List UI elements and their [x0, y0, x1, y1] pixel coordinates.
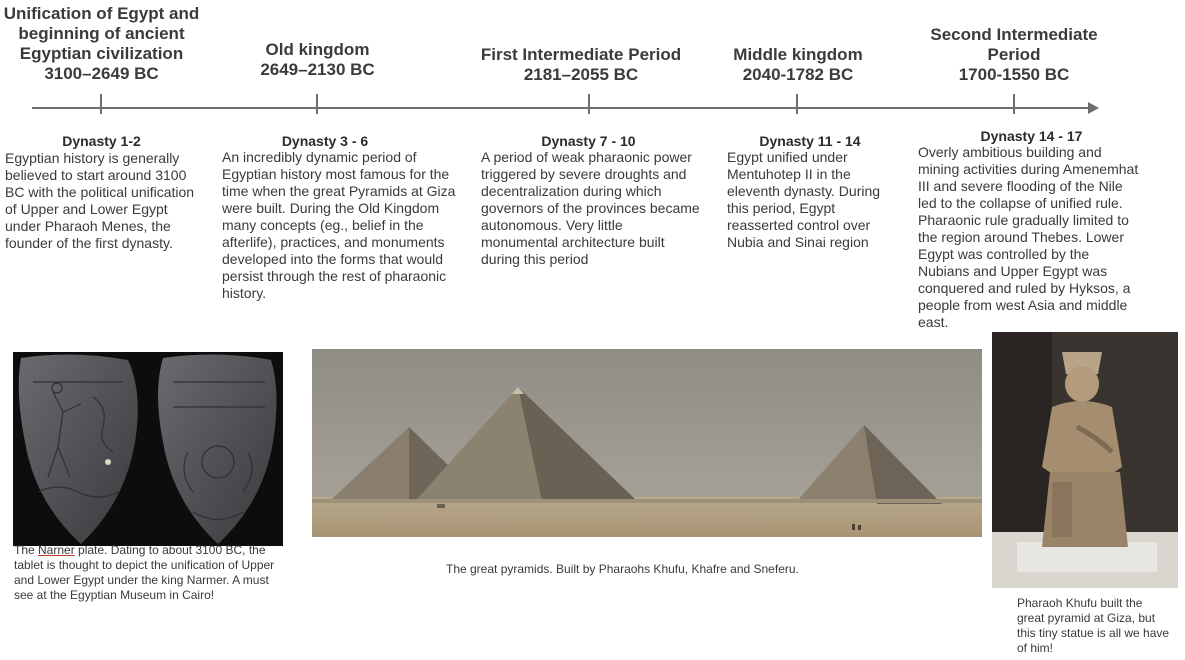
narmer-caption-word: Narner [38, 543, 75, 557]
era-name: First Intermediate Period [480, 45, 682, 64]
era-name: Second Intermediate Period [930, 25, 1098, 64]
narmer-palette-illustration [13, 352, 283, 546]
dynasty-title: Dynasty 11 - 14 [759, 133, 861, 149]
era-heading-unification [0, 4, 203, 84]
pyramids-photo [312, 349, 982, 537]
era-heading-first-intermediate [462, 45, 700, 85]
era-heading-middle-kingdom [715, 45, 881, 85]
dynasty-description: A period of weak pharaonic power triggered by severe droughts and decentralization during which governors of the provinces became autonomous. Very little monumental architecture built during this period [481, 149, 700, 267]
era-heading-second-intermediate [918, 25, 1110, 85]
pyramids-caption: The great pyramids. Built by Pharaohs Khufu, Khafre and Sneferu. [446, 562, 799, 576]
dynasty-description: Egyptian history is generally believed to start around 3100 BC with the political unification of Upper and Lower Egypt under Pharaoh Menes, the founder of the first dynasty. [5, 150, 195, 251]
timeline-axis [32, 107, 1090, 109]
narmer-caption-rest: plate. Dating to about 3100 BC, the tablet is thought to depict the unification of Upper and Lower Egypt under the king Narmer. A must see at the Egyptian Museum in Cairo! [14, 543, 275, 602]
dynasty-description: Overly ambitious building and mining activities during Amenemhat III and severe flooding of the Nile led to the collapse of unified rule. Pharaonic rule gradually limited to the region around Thebes. Lower Egypt was controlled by the Nubians and Upper Egypt was conquered and ruled by Hyksos, a people from west Asia and middle east. [918, 144, 1139, 330]
era-dates: 2649–2130 BC [260, 60, 375, 79]
era-dates: 3100–2649 BC [44, 64, 159, 83]
timeline-tick [316, 94, 318, 114]
dynasty-title: Dynasty 14 - 17 [980, 128, 1083, 144]
era-dates: 2040-1782 BC [742, 65, 854, 84]
dynasty-title: Dynasty 7 - 10 [541, 133, 636, 149]
era-name: Old kingdom [265, 40, 370, 59]
era-name: Unification of Egypt and beginning of ancient Egyptian civilization [3, 4, 200, 63]
timeline-arrow-head [1088, 102, 1099, 114]
khufu-caption: Pharaoh Khufu built the great pyramid at Giza, but this tiny statue is all we have of him! [1017, 596, 1170, 655]
narmer-palette-photo [13, 352, 283, 546]
khufu-statue-illustration [992, 332, 1178, 588]
timeline-tick [796, 94, 798, 114]
narmer-caption [14, 543, 284, 603]
timeline-tick [100, 94, 102, 114]
pyramids-illustration [312, 349, 982, 537]
narmer-caption-prefix: The [14, 543, 39, 557]
timeline-tick [588, 94, 590, 114]
dynasty-description: An incredibly dynamic period of Egyptian history most famous for the time when the great Pyramids at Giza were built. During the Old Kingdom many concepts (eg., belief in the afterlife), practices, and monuments developed into the forms that would persist through the rest of pharaonic history. [222, 149, 456, 301]
timeline-tick [1013, 94, 1015, 114]
dynasty-title: Dynasty 3 - 6 [281, 133, 369, 149]
dynasty-description: Egypt unified under Mentuhotep II in the eleventh dynasty. During this period, Egypt reasserted control over Nubia and Sinai region [727, 149, 881, 250]
dynasty-title: Dynasty 1-2 [62, 133, 141, 149]
era-dates: 1700-1550 BC [958, 65, 1070, 84]
era-dates: 2181–2055 BC [523, 65, 639, 84]
era-name: Middle kingdom [733, 45, 863, 64]
khufu-statue-photo [992, 332, 1178, 588]
era-heading-old-kingdom [215, 40, 420, 80]
